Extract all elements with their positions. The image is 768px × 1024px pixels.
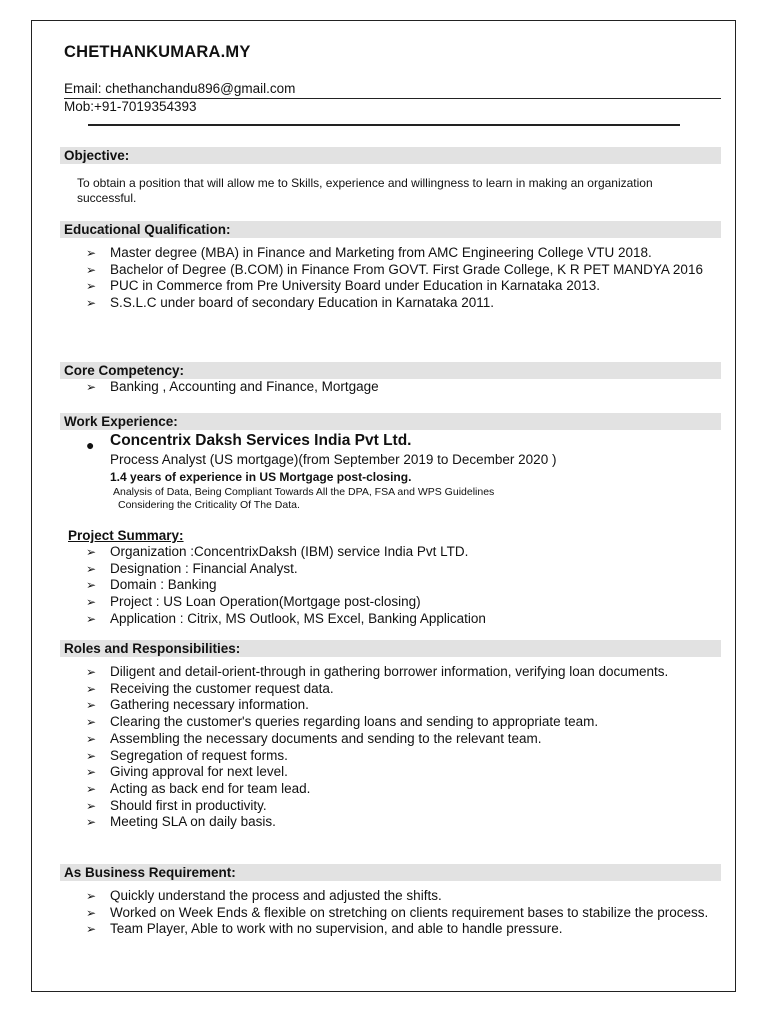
project-item-text: Project : US Loan Operation(Mortgage post-closing) [110, 594, 421, 610]
roles-list [86, 664, 716, 831]
business-item [86, 888, 716, 905]
project-item-text: Organization :ConcentrixDaksh (IBM) service India Pvt LTD. [110, 544, 469, 559]
roles-item-text: Clearing the customer's queries regarding loans and sending to appropriate team. [110, 714, 599, 730]
section-objective: Objective: [60, 147, 721, 164]
business-list [86, 888, 716, 938]
company-name: Concentrix Daksh Services India Pvt Ltd. [110, 432, 412, 449]
roles-item [86, 681, 716, 698]
roles-item-text: Diligent and detail-orient-through in gathering borrower information, verifying loan documents. [110, 664, 669, 679]
education-item [86, 245, 716, 262]
business-item [86, 905, 716, 922]
section-business: As Business Requirement: [60, 864, 721, 881]
arrow-bullet-icon: ➢ [86, 380, 97, 394]
education-item-text: Bachelor of Degree (B.COM) in Finance From GOVT. First Grade College, K R PET MANDYA 2016 [110, 261, 703, 277]
roles-item-text: Gathering necessary information. [110, 697, 309, 713]
arrow-bullet-icon: ➢ [86, 262, 97, 277]
roles-item [86, 748, 716, 765]
arrow-bullet-icon: ➢ [86, 681, 97, 696]
education-item-text: S.S.L.C under board of secondary Education in Karnataka 2011. [110, 295, 494, 311]
education-item-text: PUC in Commerce from Pre University Board under Education in Karnataka 2013. [110, 278, 600, 294]
roles-item-text: Giving approval for next level. [110, 764, 288, 780]
roles-item-text: Meeting SLA on daily basis. [110, 814, 276, 830]
arrow-bullet-icon: ➢ [86, 798, 97, 813]
experience-detail-2: Considering the Criticality Of The Data. [118, 499, 300, 511]
section-core-competency: Core Competency: [60, 362, 721, 379]
arrow-bullet-icon: ➢ [86, 595, 97, 610]
education-item [86, 278, 716, 295]
arrow-bullet-icon: ➢ [86, 545, 97, 559]
education-item [86, 295, 716, 312]
bullet-icon: ● [86, 437, 95, 453]
project-item [86, 594, 716, 611]
arrow-bullet-icon: ➢ [86, 889, 97, 903]
experience-detail: Analysis of Data, Being Compliant Towards All the DPA, FSA and WPS Guidelines [113, 486, 495, 498]
header-divider [88, 124, 680, 126]
core-item [86, 379, 716, 396]
mobile-text: Mob:+91-7019354393 [64, 99, 197, 114]
section-roles: Roles and Responsibilities: [60, 640, 721, 657]
project-item-text: Designation : Financial Analyst. [110, 560, 298, 576]
arrow-bullet-icon: ➢ [86, 731, 97, 746]
arrow-bullet-icon: ➢ [86, 781, 97, 796]
section-education: Educational Qualification: [60, 221, 721, 238]
arrow-bullet-icon: ➢ [86, 561, 97, 576]
roles-item-text: Segregation of request forms. [110, 747, 288, 763]
roles-item-text: Assembling the necessary documents and sending to the relevant team. [110, 730, 542, 746]
business-item-text: Quickly understand the process and adjusted the shifts. [110, 888, 442, 903]
roles-item-text: Receiving the customer request data. [110, 680, 334, 696]
business-item-text: Team Player, Able to work with no supervision, and able to handle pressure. [110, 921, 563, 937]
job-role: Process Analyst (US mortgage)(from September 2019 to December 2020 ) [110, 452, 557, 467]
arrow-bullet-icon: ➢ [86, 246, 97, 260]
core-item-text: Banking , Accounting and Finance, Mortgage [110, 379, 379, 394]
roles-item [86, 781, 716, 798]
roles-item [86, 714, 716, 731]
candidate-name: CHETHANKUMARA.MY [64, 43, 251, 61]
arrow-bullet-icon: ➢ [86, 905, 97, 920]
arrow-bullet-icon: ➢ [86, 815, 97, 830]
arrow-bullet-icon: ➢ [86, 611, 97, 626]
education-list [86, 245, 716, 312]
roles-item [86, 814, 716, 831]
project-item [86, 561, 716, 578]
roles-item [86, 731, 716, 748]
project-item [86, 544, 716, 561]
email-text: Email: chethanchandu896@gmail.com [64, 81, 296, 96]
roles-item-text: Should first in productivity. [110, 797, 267, 813]
roles-item [86, 764, 716, 781]
core-list [86, 379, 716, 396]
section-work-experience: Work Experience: [60, 413, 721, 430]
roles-item [86, 798, 716, 815]
arrow-bullet-icon: ➢ [86, 715, 97, 730]
business-item-text: Worked on Week Ends & flexible on stretching on clients requirement bases to stabilize the process. [110, 904, 709, 920]
arrow-bullet-icon: ➢ [86, 922, 97, 937]
roles-item [86, 664, 716, 681]
section-project-summary: Project Summary: [68, 528, 184, 543]
project-item [86, 577, 716, 594]
project-item-text: Application : Citrix, MS Outlook, MS Excel, Banking Application [110, 610, 486, 626]
arrow-bullet-icon: ➢ [86, 748, 97, 763]
project-item [86, 611, 716, 628]
arrow-bullet-icon: ➢ [86, 578, 97, 593]
arrow-bullet-icon: ➢ [86, 698, 97, 713]
arrow-bullet-icon: ➢ [86, 765, 97, 780]
experience-summary: 1.4 years of experience in US Mortgage post-closing. [110, 470, 412, 484]
objective-text: To obtain a position that will allow me to Skills, experience and willingness to learn in making an organization successful. [77, 176, 653, 205]
arrow-bullet-icon: ➢ [86, 279, 97, 294]
project-list [86, 544, 716, 628]
roles-item [86, 697, 716, 714]
arrow-bullet-icon: ➢ [86, 665, 97, 679]
education-item-text: Master degree (MBA) in Finance and Marketing from AMC Engineering College VTU 2018. [110, 245, 652, 260]
arrow-bullet-icon: ➢ [86, 296, 97, 311]
business-item [86, 921, 716, 938]
project-item-text: Domain : Banking [110, 577, 217, 593]
roles-item-text: Acting as back end for team lead. [110, 780, 311, 796]
education-item [86, 262, 716, 279]
